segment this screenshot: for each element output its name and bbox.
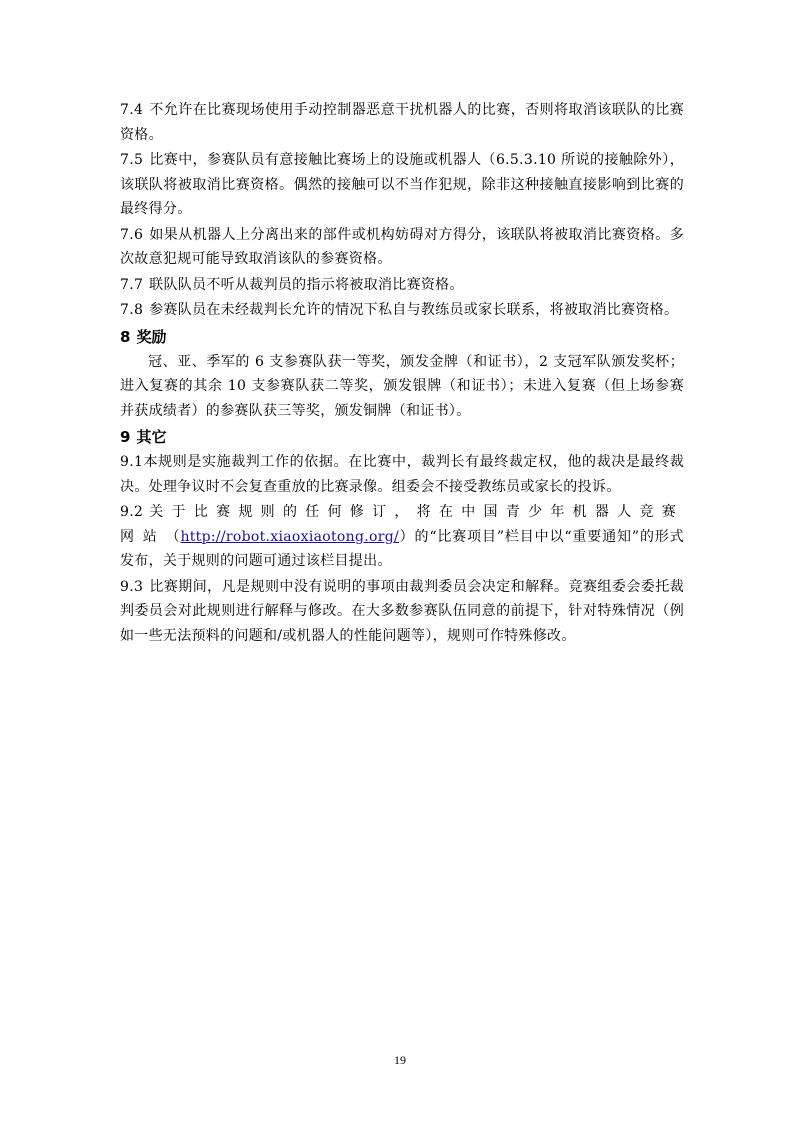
rule-9-1: [120, 450, 684, 499]
section-number: 8: [120, 327, 131, 346]
section-title: 奖励: [136, 327, 167, 346]
rule-text: 比赛期间，凡是规则中没有说明的事项由裁判委员会决定和解释。竞赛组委会委托裁判委员会对此规则进行解释与修改。在大多数参赛队伍同意的前提下，针对特殊情况（例如一些无法预料的问题和/或机器人的性能问题等），规则可作特殊修改。: [120, 578, 684, 644]
section-heading-other: [120, 424, 684, 450]
rule-text: 不允许在比赛现场使用手动控制器恶意干扰机器人的比赛，否则将取消该联队的比赛资格。: [120, 102, 684, 143]
rule-text: 联队队员不听从裁判员的指示将被取消比赛资格。: [149, 276, 464, 293]
rule-7-4: [120, 98, 684, 147]
document-page: [120, 98, 684, 649]
open-paren: （: [165, 528, 181, 545]
rule-7-7: [120, 273, 684, 298]
rule-text: 如果从机器人上分离出来的部件或机构妨碍对方得分，该联队将被取消比赛资格。多次故意犯规可能导致取消该队的参赛资格。: [120, 226, 684, 267]
rule-text: 参赛队员在未经裁判长允许的情况下私自与教练员或家长联系，将被取消比赛资格。: [149, 302, 679, 318]
rule-number: 7.8: [120, 302, 144, 318]
rule-7-6: [120, 223, 684, 272]
rule-number: 9.3: [120, 578, 144, 595]
page-number: 19: [394, 1053, 406, 1067]
competition-website-link[interactable]: http://robot.xiaoxiaotong.org/: [180, 528, 399, 545]
rule-9-3: [120, 575, 684, 649]
section-heading-awards: [120, 324, 684, 350]
rule-7-8: [120, 298, 684, 323]
rule-text: 比赛中，参赛队员有意接触比赛场上的设施或机器人（6.5.3.10 所说的接触除外），该联队将被取消比赛资格。偶然的接触可以不当作犯规，除非这种接触直接影响到比赛的最终得分。: [120, 152, 684, 217]
section-number: 9: [120, 428, 131, 446]
rule-number: 7.5: [120, 152, 144, 168]
rule-lead-text: 关于比赛规则的任何修订，将在中国青少年机器人竞赛网站: [120, 504, 684, 545]
rule-number: 9.2: [120, 504, 144, 520]
awards-paragraph: 冠、亚、季军的 6 支参赛队获一等奖，颁发金牌（和证书），2 支冠军队颁发奖杯；进入复赛的其余 10 支参赛队获二等奖，颁发银牌（和证书）；未进入复赛（但上场参赛并获成绩者）的参赛队获三等奖，颁发铜牌（和证书）。: [120, 353, 684, 419]
rule-7-5: [120, 148, 684, 222]
rule-number: 7.7: [120, 276, 144, 293]
rule-rest-text: ）的“比赛项目”栏目中以“重要通知”的形式发布，关于规则的问题可通过该栏目提出。: [120, 528, 684, 569]
rule-number: 7.6: [120, 226, 144, 243]
rule-number: 9.1: [120, 454, 144, 470]
section-title: 其它: [136, 428, 167, 446]
rule-number: 7.4: [120, 102, 144, 118]
rule-text: 本规则是实施裁判工作的依据。在比赛中，裁判长有最终裁定权，他的裁决是最终裁决。处理争议时不会复查重放的比赛录像。组委会不接受教练员或家长的投诉。: [120, 454, 684, 495]
rule-9-2: [120, 500, 684, 574]
